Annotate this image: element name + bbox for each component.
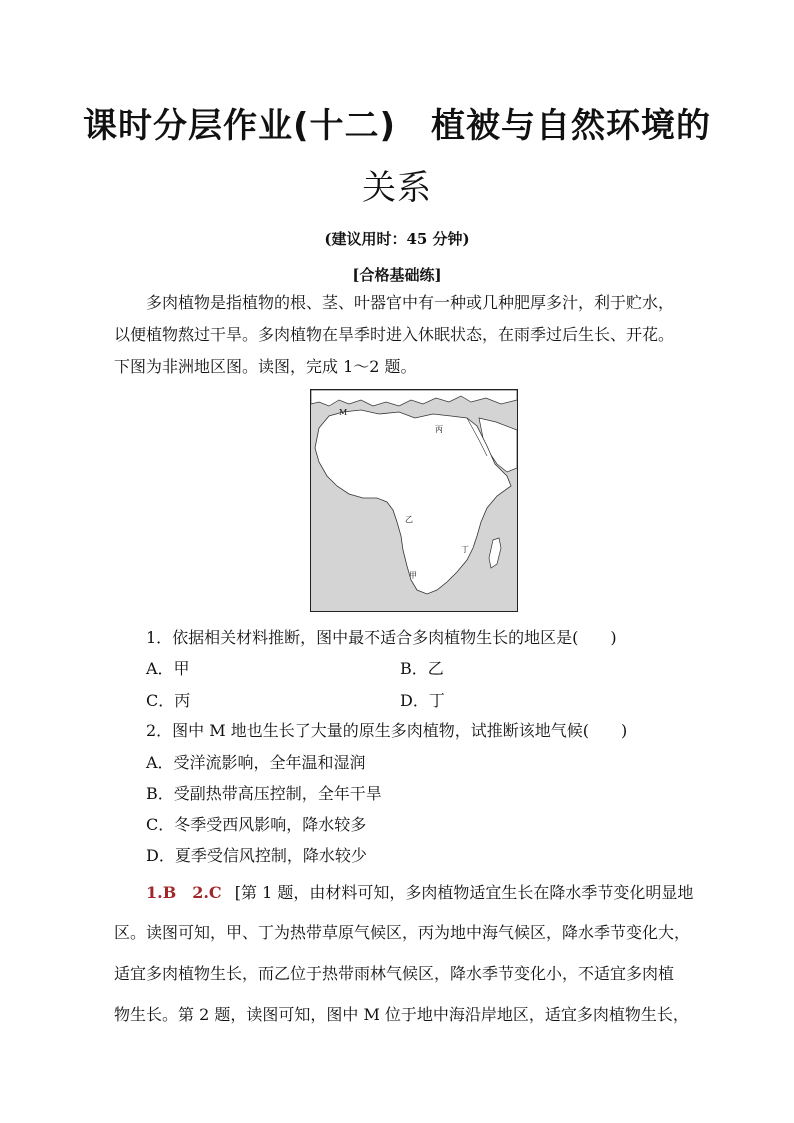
answer-line1 <box>146 880 694 903</box>
q2-option-c: C．冬季受西风影响，降水较多 <box>146 815 367 834</box>
map-label-bing: 丙 <box>435 425 443 434</box>
answer-line2: 区。读图可知，甲、丁为热带草原气候区，丙为地中海气候区，降水季节变化大， <box>114 923 691 942</box>
page-title-line1: 课时分层作业(十二) 植被与自然环境的 <box>82 106 712 146</box>
q1-option-a: A．甲 <box>146 659 190 678</box>
africa-land <box>315 410 511 594</box>
q1-option-b: B．乙 <box>400 659 444 678</box>
section-heading: [合格基础练] <box>352 266 442 284</box>
q2-option-d: D．夏季受信风控制，降水较少 <box>146 846 367 865</box>
q2-option-a: A．受洋流影响，全年温和湿润 <box>146 753 366 772</box>
q1-option-d: D．丁 <box>400 691 445 710</box>
answer-line4: 物生长。第 2 题，读图可知，图中 M 位于地中海沿岸地区，适宜多肉植物生长， <box>114 1005 689 1024</box>
map-label-jia: 甲 <box>409 571 417 580</box>
q2-option-b: B．受副热带高压控制，全年干旱 <box>146 784 382 803</box>
map-label-m: M <box>339 408 348 417</box>
page-title-line2: 关系 <box>362 168 432 208</box>
intro-line3: 下图为非洲地区图。读图，完成 1～2 题。 <box>114 357 417 376</box>
answer-line1-text: [第 1 题，由材料可知，多肉植物适宜生长在降水季节变化明显地 <box>234 883 694 902</box>
africa-map <box>310 389 518 612</box>
answer-line3: 适宜多肉植物生长，而乙位于热带雨林气候区，降水季节变化小，不适宜多肉植 <box>114 964 675 983</box>
answer-key: 1.B 2.C <box>146 883 222 902</box>
europe-land <box>311 390 517 406</box>
intro-line2: 以便植物熬过干旱。多肉植物在旱季时进入休眠状态，在雨季过后生长、开花。 <box>114 325 675 344</box>
madagascar-land <box>489 538 501 568</box>
time-note: (建议用时：45 分钟) <box>324 230 470 248</box>
map-label-ding: 丁 <box>461 545 469 554</box>
q2-stem: 2．图中 M 地也生长了大量的原生多肉植物，试推断该地气候( ) <box>146 721 628 740</box>
intro-line1: 多肉植物是指植物的根、茎、叶器官中有一种或几种肥厚多汁，利于贮水， <box>146 293 675 312</box>
map-label-yi: 乙 <box>405 515 413 524</box>
q1-stem: 1．依据相关材料推断，图中最不适合多肉植物生长的地区是( ) <box>146 628 617 647</box>
q1-option-c: C．丙 <box>146 691 191 710</box>
